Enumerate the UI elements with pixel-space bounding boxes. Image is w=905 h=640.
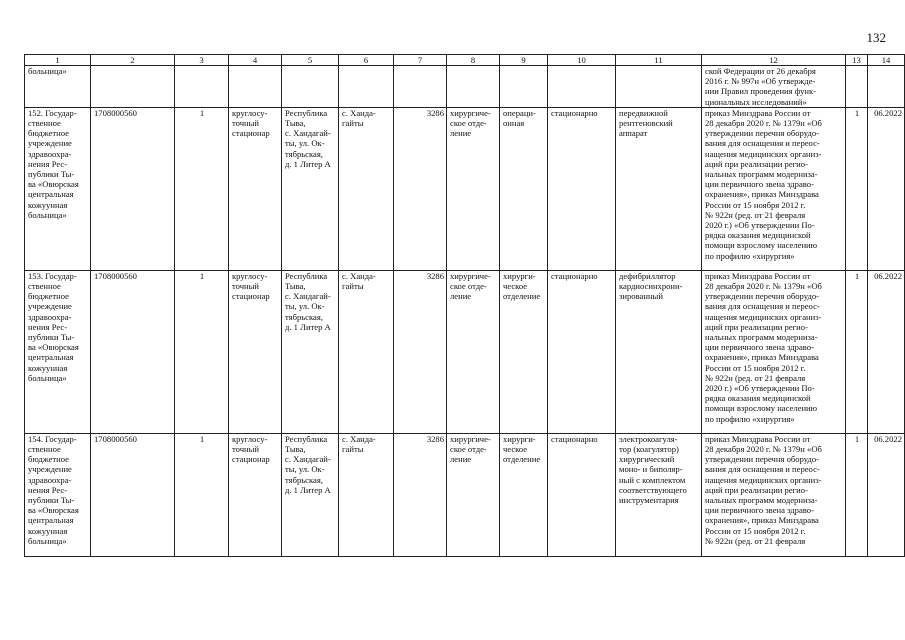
inn-cell: 1708000560 — [91, 107, 175, 270]
locality-cell — [339, 66, 394, 108]
column-header: 8 — [447, 55, 500, 66]
quantity-cell: 1 — [846, 270, 868, 433]
table-row — [25, 66, 905, 108]
organization-cell: 153. Государ- ственное бюджетное учреждение здравоохра- нения Рес- публики Ты- ва «Овюрская центральная кожуунная больница» — [25, 270, 91, 433]
quantity-cell — [846, 66, 868, 108]
date-cell: 06.2022 — [868, 433, 905, 556]
organization-cell: больница» — [25, 66, 91, 108]
column-header: 10 — [548, 55, 616, 66]
care-type-cell: круглосу- точный стационар — [229, 270, 282, 433]
inn-cell: 1708000560 — [91, 270, 175, 433]
unit-cell: хирурги- ческое отделение — [500, 270, 548, 433]
regulation-cell: приказ Минздрава России от 28 декабря 2020 г. № 1379н «Об утверждении перечня оборудо- вания для оснащения и переос- нащения медицинских организ- аций при реализации регио- нальных программ модерниза- ции первичного звена здраво- охранения», приказ Минздрава России от 15 ноября 2012 г. № 922н (ред. от 21 февраля 2020 г.) «Об утверждении По- рядка оказания медицинской помощи взрослому населению по профилю «хирургия» — [702, 107, 846, 270]
department-cell — [447, 66, 500, 108]
column-header: 1 — [25, 55, 91, 66]
locality-cell: с. Ханда- гайты — [339, 270, 394, 433]
column-header: 3 — [175, 55, 229, 66]
date-cell: 06.2022 — [868, 270, 905, 433]
column-number-row — [25, 55, 905, 66]
conditions-cell: стационарно — [548, 270, 616, 433]
column-header: 13 — [846, 55, 868, 66]
organization-cell: 154. Государ- ственное бюджетное учреждение здравоохра- нения Рес- публики Ты- ва «Овюрская центральная кожуунная больница» — [25, 433, 91, 556]
conditions-cell — [548, 66, 616, 108]
date-cell — [868, 66, 905, 108]
care-type-cell: круглосу- точный стационар — [229, 433, 282, 556]
population-cell: 3286 — [394, 270, 447, 433]
column-header: 4 — [229, 55, 282, 66]
column-header: 11 — [616, 55, 702, 66]
column-header: 12 — [702, 55, 846, 66]
equipment-table — [24, 54, 905, 557]
inn-cell — [91, 66, 175, 108]
equipment-cell — [616, 66, 702, 108]
address-cell — [282, 66, 339, 108]
quantity-cell: 1 — [846, 433, 868, 556]
table-row — [25, 270, 905, 433]
department-cell: хирургиче- ское отде- ление — [447, 107, 500, 270]
regulation-cell: приказ Минздрава России от 28 декабря 2020 г. № 1379н «Об утверждении перечня оборудо- вания для оснащения и переос- нащения медицинских организ- аций при реализации регио- нальных программ модерниза- ции первичного звена здраво- охранения», приказ Минздрава России от 15 ноября 2012 г. № 922н (ред. от 21 февраля 2020 г.) «Об утверждении По- рядка оказания медицинской помощи взрослому населению по профилю «хирургия» — [702, 270, 846, 433]
date-cell: 06.2022 — [868, 107, 905, 270]
regulation-cell: приказ Минздрава России от 28 декабря 2020 г. № 1379н «Об утверждении перечня оборудо- вания для оснащения и переос- нащения медицинских организ- аций при реализации регио- нальных программ модерниза- ции первичного звена здраво- охранения», приказ Минздрава России от 15 ноября 2012 г. № 922н (ред. от 21 февраля — [702, 433, 846, 556]
column-header: 9 — [500, 55, 548, 66]
address-cell: Республика Тыва, с. Хандагай- ты, ул. Ок- тябрьская, д. 1 Литер А — [282, 433, 339, 556]
column-header: 7 — [394, 55, 447, 66]
population-cell: 3286 — [394, 107, 447, 270]
regulation-cell: ской Федерации от 26 декабря 2016 г. № 997н «Об утвержде- нии Правил проведения функ- циональных исследований» — [702, 66, 846, 108]
address-cell: Республика Тыва, с. Хандагай- ты, ул. Ок- тябрьская, д. 1 Литер А — [282, 270, 339, 433]
column-header: 6 — [339, 55, 394, 66]
locality-cell: с. Ханда- гайты — [339, 433, 394, 556]
address-cell: Республика Тыва, с. Хандагай- ты, ул. Ок- тябрьская, д. 1 Литер А — [282, 107, 339, 270]
population-cell: 3286 — [394, 433, 447, 556]
unit-cell — [500, 66, 548, 108]
unit-cell: операци- онная — [500, 107, 548, 270]
equipment-cell: электрокоагуля- тор (коагулятор) хирургический моно- и биполяр- ный с комплектом соответствующего инструментария — [616, 433, 702, 556]
population-cell — [394, 66, 447, 108]
department-cell: хирургиче- ское отде- ление — [447, 270, 500, 433]
equipment-cell: дефибриллятор кардиосинхрони- зированный — [616, 270, 702, 433]
care-type-cell: круглосу- точный стационар — [229, 107, 282, 270]
column-header: 2 — [91, 55, 175, 66]
conditions-cell: стационарно — [548, 107, 616, 270]
count-cell: 1 — [175, 433, 229, 556]
department-cell: хирургиче- ское отде- ление — [447, 433, 500, 556]
table-row — [25, 433, 905, 556]
table-row — [25, 107, 905, 270]
quantity-cell: 1 — [846, 107, 868, 270]
count-cell — [175, 66, 229, 108]
organization-cell: 152. Государ- ственное бюджетное учреждение здравоохра- нения Рес- публики Ты- ва «Овюрская центральная кожуунная больница» — [25, 107, 91, 270]
unit-cell: хирурги- ческое отделение — [500, 433, 548, 556]
count-cell: 1 — [175, 107, 229, 270]
locality-cell: с. Ханда- гайты — [339, 107, 394, 270]
care-type-cell — [229, 66, 282, 108]
column-header: 14 — [868, 55, 905, 66]
conditions-cell: стационарно — [548, 433, 616, 556]
inn-cell: 1708000560 — [91, 433, 175, 556]
page-number: 132 — [866, 30, 886, 45]
column-header: 5 — [282, 55, 339, 66]
equipment-cell: передвижной рентгеновский аппарат — [616, 107, 702, 270]
count-cell: 1 — [175, 270, 229, 433]
